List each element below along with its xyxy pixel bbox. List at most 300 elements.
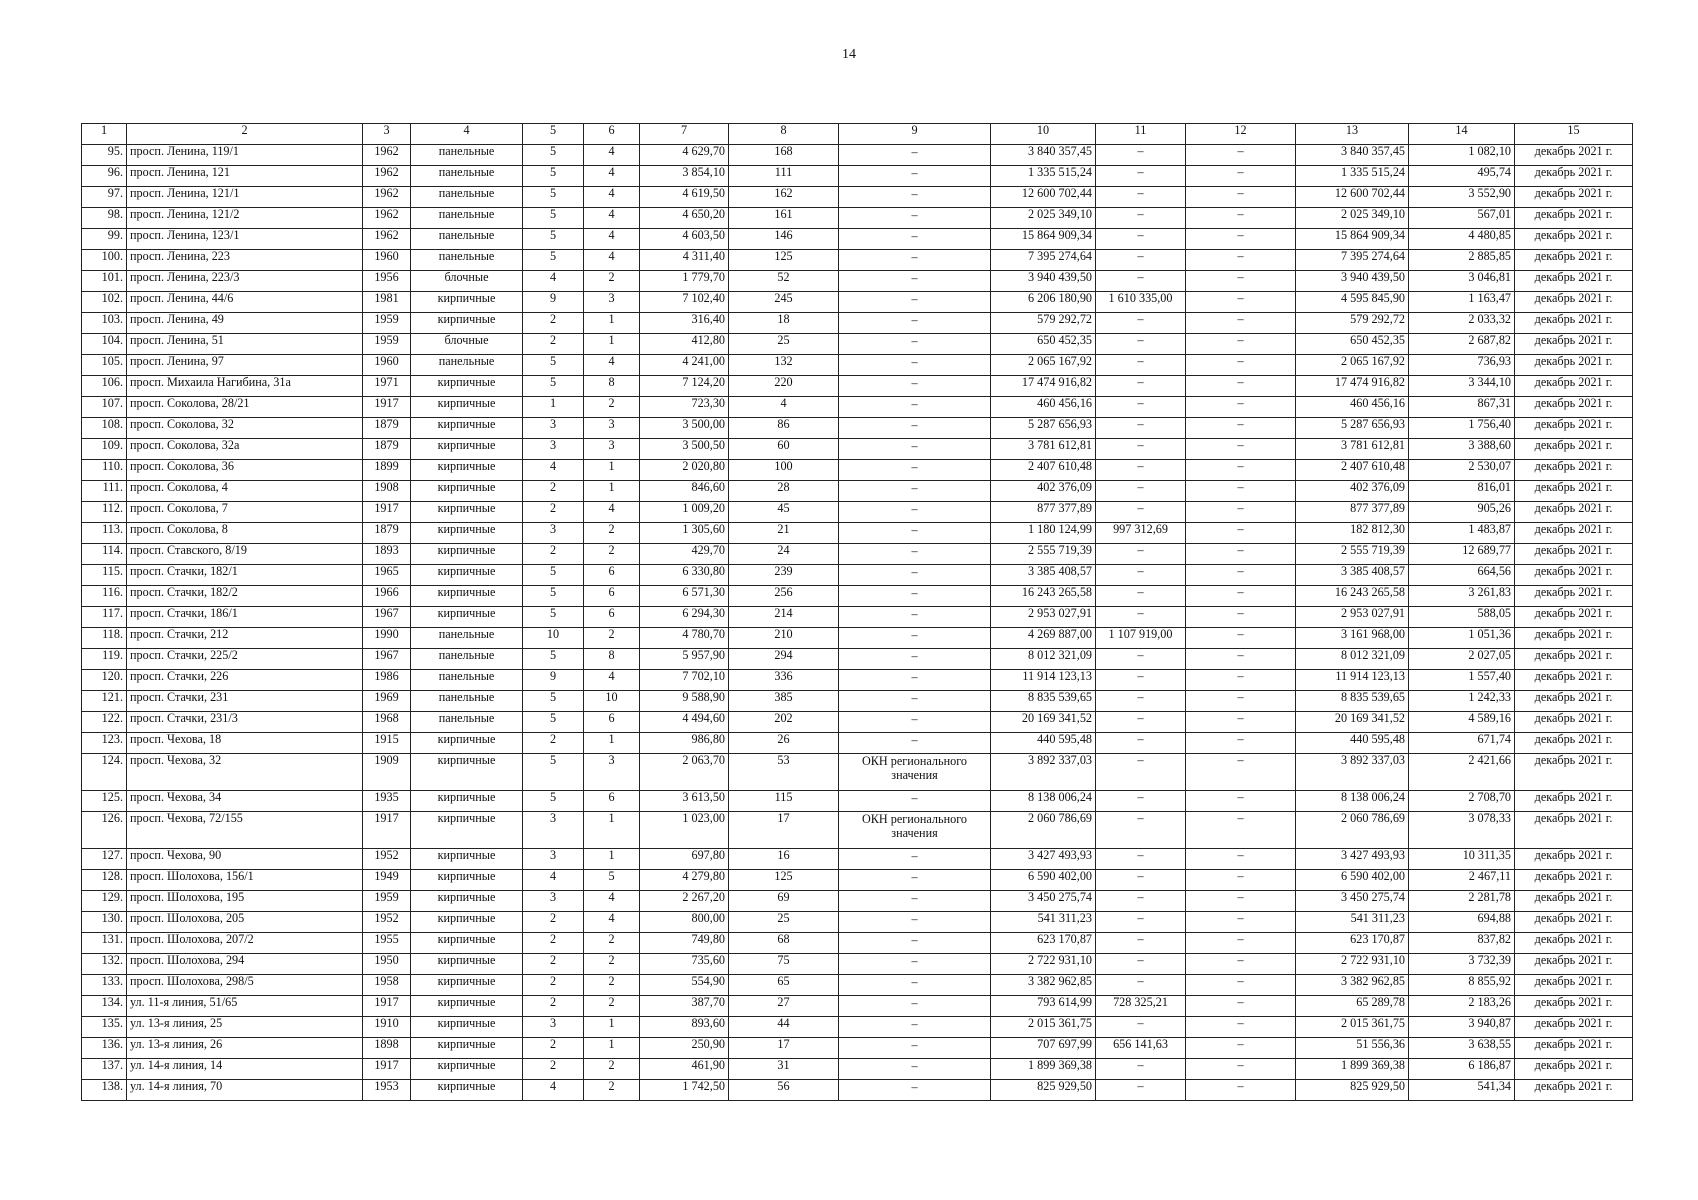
cell-cultural-heritage-status: – <box>839 891 991 912</box>
table-row <box>82 187 1633 208</box>
cell-address: просп. Стачки, 186/1 <box>127 607 363 628</box>
cell-address: просп. Шолохова, 195 <box>127 891 363 912</box>
cell-floors: 5 <box>523 208 584 229</box>
cell-row-number: 124. <box>82 754 127 791</box>
cell-cost-col-12: – <box>1186 460 1296 481</box>
column-header-4: 4 <box>411 124 523 145</box>
cell-entrances: 6 <box>584 586 640 607</box>
cell-cultural-heritage-status: – <box>839 376 991 397</box>
cell-address: просп. Ленина, 97 <box>127 355 363 376</box>
cell-wall-material: кирпичные <box>411 791 523 812</box>
cell-cost-per-sqm: 1 756,40 <box>1409 418 1515 439</box>
cell-address: просп. Соколова, 8 <box>127 523 363 544</box>
cell-floors: 3 <box>523 523 584 544</box>
cell-cultural-heritage-status: – <box>839 1059 991 1080</box>
cell-cost-col-11: – <box>1096 891 1186 912</box>
cell-cultural-heritage-status: – <box>839 1080 991 1101</box>
cell-cost-col-12: – <box>1186 418 1296 439</box>
cell-floors: 3 <box>523 439 584 460</box>
cell-completion-date: декабрь 2021 г. <box>1515 670 1633 691</box>
cell-entrances: 1 <box>584 812 640 849</box>
cell-residents: 294 <box>729 649 839 670</box>
cell-cost-col-11: – <box>1096 418 1186 439</box>
cell-cost-col-11: – <box>1096 933 1186 954</box>
table-row <box>82 250 1633 271</box>
cell-cost-col-12: – <box>1186 1017 1296 1038</box>
cell-row-number: 103. <box>82 313 127 334</box>
cell-cost-col-11: – <box>1096 313 1186 334</box>
cell-wall-material: кирпичные <box>411 439 523 460</box>
cell-total-cost: 2 065 167,92 <box>991 355 1096 376</box>
cell-cost-per-sqm: 905,26 <box>1409 502 1515 523</box>
cell-floors: 2 <box>523 1038 584 1059</box>
cell-total-cost: 3 892 337,03 <box>991 754 1096 791</box>
cell-residents: 245 <box>729 292 839 313</box>
cell-cost-col-11: – <box>1096 670 1186 691</box>
cell-cost-col-13: 51 556,36 <box>1296 1038 1409 1059</box>
cell-residents: 146 <box>729 229 839 250</box>
cell-cost-col-13: 1 335 515,24 <box>1296 166 1409 187</box>
cell-year-built: 1967 <box>363 607 411 628</box>
cell-address: просп. Шолохова, 207/2 <box>127 933 363 954</box>
cell-cost-per-sqm: 567,01 <box>1409 208 1515 229</box>
cell-residents: 17 <box>729 1038 839 1059</box>
cell-floors: 10 <box>523 628 584 649</box>
cell-entrances: 4 <box>584 355 640 376</box>
cell-cost-per-sqm: 1 242,33 <box>1409 691 1515 712</box>
cell-cost-col-13: 3 940 439,50 <box>1296 271 1409 292</box>
cell-entrances: 1 <box>584 1017 640 1038</box>
cell-total-area: 4 311,40 <box>640 250 729 271</box>
cell-floors: 5 <box>523 166 584 187</box>
cell-year-built: 1967 <box>363 649 411 670</box>
cell-residents: 161 <box>729 208 839 229</box>
cell-entrances: 2 <box>584 975 640 996</box>
cell-cost-col-12: – <box>1186 607 1296 628</box>
cell-floors: 1 <box>523 397 584 418</box>
cell-cost-per-sqm: 867,31 <box>1409 397 1515 418</box>
cell-total-area: 4 603,50 <box>640 229 729 250</box>
cell-cost-col-13: 623 170,87 <box>1296 933 1409 954</box>
cell-completion-date: декабрь 2021 г. <box>1515 870 1633 891</box>
cell-floors: 3 <box>523 891 584 912</box>
cell-residents: 210 <box>729 628 839 649</box>
cell-address: просп. Ленина, 123/1 <box>127 229 363 250</box>
cell-year-built: 1953 <box>363 1080 411 1101</box>
cell-residents: 336 <box>729 670 839 691</box>
cell-floors: 3 <box>523 812 584 849</box>
cell-row-number: 109. <box>82 439 127 460</box>
cell-address: просп. Ленина, 223/3 <box>127 271 363 292</box>
cell-wall-material: панельные <box>411 145 523 166</box>
cell-cultural-heritage-status: – <box>839 1038 991 1059</box>
cell-cultural-heritage-status: – <box>839 250 991 271</box>
cell-total-cost: 3 385 408,57 <box>991 565 1096 586</box>
table-header-row <box>82 124 1633 145</box>
cell-completion-date: декабрь 2021 г. <box>1515 691 1633 712</box>
cell-cultural-heritage-status: – <box>839 481 991 502</box>
cell-cost-col-11: – <box>1096 334 1186 355</box>
cell-total-area: 387,70 <box>640 996 729 1017</box>
cell-cost-col-11: 1 107 919,00 <box>1096 628 1186 649</box>
cell-wall-material: кирпичные <box>411 954 523 975</box>
cell-residents: 16 <box>729 849 839 870</box>
cell-cost-per-sqm: 495,74 <box>1409 166 1515 187</box>
cell-residents: 168 <box>729 145 839 166</box>
cell-entrances: 4 <box>584 502 640 523</box>
cell-completion-date: декабрь 2021 г. <box>1515 1017 1633 1038</box>
cell-floors: 2 <box>523 996 584 1017</box>
cell-floors: 2 <box>523 954 584 975</box>
cell-floors: 5 <box>523 355 584 376</box>
cell-cultural-heritage-status: ОКН регионального значения <box>839 812 991 849</box>
cell-address: ул. 11-я линия, 51/65 <box>127 996 363 1017</box>
cell-entrances: 3 <box>584 754 640 791</box>
cell-cost-col-12: – <box>1186 166 1296 187</box>
cell-cultural-heritage-status: – <box>839 418 991 439</box>
table-row <box>82 397 1633 418</box>
cell-total-cost: 3 450 275,74 <box>991 891 1096 912</box>
cell-cost-col-11: – <box>1096 166 1186 187</box>
cell-cost-col-11: – <box>1096 912 1186 933</box>
cell-total-cost: 793 614,99 <box>991 996 1096 1017</box>
table-row <box>82 607 1633 628</box>
cell-floors: 5 <box>523 712 584 733</box>
cell-entrances: 1 <box>584 460 640 481</box>
cell-cultural-heritage-status: – <box>839 355 991 376</box>
cell-wall-material: кирпичные <box>411 996 523 1017</box>
table-row <box>82 208 1633 229</box>
cell-row-number: 96. <box>82 166 127 187</box>
cell-total-cost: 15 864 909,34 <box>991 229 1096 250</box>
cell-total-area: 4 650,20 <box>640 208 729 229</box>
cell-cost-col-13: 579 292,72 <box>1296 313 1409 334</box>
cell-cultural-heritage-status: – <box>839 791 991 812</box>
cell-row-number: 133. <box>82 975 127 996</box>
cell-total-cost: 2 025 349,10 <box>991 208 1096 229</box>
cell-residents: 239 <box>729 565 839 586</box>
cell-cost-per-sqm: 2 687,82 <box>1409 334 1515 355</box>
cell-cultural-heritage-status: – <box>839 870 991 891</box>
cell-cost-col-12: – <box>1186 712 1296 733</box>
table-row <box>82 439 1633 460</box>
cell-year-built: 1959 <box>363 334 411 355</box>
cell-cost-col-11: – <box>1096 565 1186 586</box>
cell-total-area: 986,80 <box>640 733 729 754</box>
cell-entrances: 4 <box>584 912 640 933</box>
cell-total-area: 4 241,00 <box>640 355 729 376</box>
cell-address: просп. Шолохова, 298/5 <box>127 975 363 996</box>
cell-cost-col-12: – <box>1186 649 1296 670</box>
cell-entrances: 6 <box>584 712 640 733</box>
cell-cost-col-11: – <box>1096 376 1186 397</box>
cell-cost-per-sqm: 2 708,70 <box>1409 791 1515 812</box>
cell-cost-col-12: – <box>1186 334 1296 355</box>
cell-wall-material: блочные <box>411 271 523 292</box>
cell-wall-material: панельные <box>411 670 523 691</box>
cell-address: просп. Соколова, 36 <box>127 460 363 481</box>
cell-cost-col-13: 541 311,23 <box>1296 912 1409 933</box>
cell-address: просп. Шолохова, 294 <box>127 954 363 975</box>
cell-address: просп. Соколова, 28/21 <box>127 397 363 418</box>
cell-cultural-heritage-status: – <box>839 849 991 870</box>
cell-cost-per-sqm: 4 589,16 <box>1409 712 1515 733</box>
cell-address: просп. Ленина, 119/1 <box>127 145 363 166</box>
table-row <box>82 975 1633 996</box>
cell-residents: 125 <box>729 250 839 271</box>
cell-cost-col-11: 997 312,69 <box>1096 523 1186 544</box>
cell-year-built: 1962 <box>363 166 411 187</box>
cell-residents: 125 <box>729 870 839 891</box>
cell-wall-material: кирпичные <box>411 565 523 586</box>
cell-entrances: 1 <box>584 334 640 355</box>
table-row <box>82 271 1633 292</box>
cell-completion-date: декабрь 2021 г. <box>1515 1038 1633 1059</box>
column-header-6: 6 <box>584 124 640 145</box>
cell-row-number: 138. <box>82 1080 127 1101</box>
cell-wall-material: кирпичные <box>411 502 523 523</box>
cell-cost-col-12: – <box>1186 502 1296 523</box>
cell-total-cost: 11 914 123,13 <box>991 670 1096 691</box>
cell-total-cost: 877 377,89 <box>991 502 1096 523</box>
cell-cost-per-sqm: 2 467,11 <box>1409 870 1515 891</box>
cell-row-number: 121. <box>82 691 127 712</box>
cell-year-built: 1969 <box>363 691 411 712</box>
cell-address: просп. Стачки, 231 <box>127 691 363 712</box>
cell-cost-col-13: 1 899 369,38 <box>1296 1059 1409 1080</box>
table-row <box>82 544 1633 565</box>
cell-cost-per-sqm: 2 421,66 <box>1409 754 1515 791</box>
cell-address: просп. Ленина, 223 <box>127 250 363 271</box>
cell-address: просп. Соколова, 32а <box>127 439 363 460</box>
cell-year-built: 1879 <box>363 439 411 460</box>
cell-row-number: 116. <box>82 586 127 607</box>
cell-cultural-heritage-status: – <box>839 733 991 754</box>
cell-cost-col-12: – <box>1186 145 1296 166</box>
table-row <box>82 229 1633 250</box>
cell-cost-col-12: – <box>1186 812 1296 849</box>
cell-cost-col-11: – <box>1096 1017 1186 1038</box>
cell-total-cost: 4 269 887,00 <box>991 628 1096 649</box>
cell-residents: 385 <box>729 691 839 712</box>
cell-cost-col-12: – <box>1186 355 1296 376</box>
cell-year-built: 1899 <box>363 460 411 481</box>
cell-total-area: 1 779,70 <box>640 271 729 292</box>
cell-cultural-heritage-status: – <box>839 313 991 334</box>
cell-wall-material: панельные <box>411 229 523 250</box>
cell-address: просп. Соколова, 32 <box>127 418 363 439</box>
cell-floors: 2 <box>523 975 584 996</box>
cell-cultural-heritage-status: – <box>839 1017 991 1038</box>
cell-total-area: 412,80 <box>640 334 729 355</box>
cell-year-built: 1958 <box>363 975 411 996</box>
cell-row-number: 132. <box>82 954 127 975</box>
cell-year-built: 1893 <box>363 544 411 565</box>
cell-total-cost: 8 835 539,65 <box>991 691 1096 712</box>
cell-wall-material: кирпичные <box>411 912 523 933</box>
cell-total-cost: 707 697,99 <box>991 1038 1096 1059</box>
table-row <box>82 812 1633 849</box>
cell-residents: 132 <box>729 355 839 376</box>
cell-year-built: 1915 <box>363 733 411 754</box>
cell-cost-col-13: 2 065 167,92 <box>1296 355 1409 376</box>
cell-total-cost: 2 555 719,39 <box>991 544 1096 565</box>
cell-row-number: 111. <box>82 481 127 502</box>
cell-residents: 52 <box>729 271 839 292</box>
column-header-11: 11 <box>1096 124 1186 145</box>
cell-cost-col-13: 2 953 027,91 <box>1296 607 1409 628</box>
cell-wall-material: кирпичные <box>411 1080 523 1101</box>
cell-total-cost: 1 180 124,99 <box>991 523 1096 544</box>
cell-address: просп. Чехова, 34 <box>127 791 363 812</box>
cell-cost-col-12: – <box>1186 912 1296 933</box>
cell-residents: 162 <box>729 187 839 208</box>
cell-cost-col-13: 650 452,35 <box>1296 334 1409 355</box>
cell-total-area: 461,90 <box>640 1059 729 1080</box>
cell-total-area: 5 957,90 <box>640 649 729 670</box>
cell-cost-col-13: 2 025 349,10 <box>1296 208 1409 229</box>
cell-wall-material: панельные <box>411 691 523 712</box>
cell-cost-col-13: 8 835 539,65 <box>1296 691 1409 712</box>
cell-row-number: 105. <box>82 355 127 376</box>
cell-year-built: 1986 <box>363 670 411 691</box>
cell-floors: 5 <box>523 754 584 791</box>
column-header-10: 10 <box>991 124 1096 145</box>
cell-completion-date: декабрь 2021 г. <box>1515 418 1633 439</box>
cell-wall-material: кирпичные <box>411 292 523 313</box>
cell-entrances: 1 <box>584 733 640 754</box>
cell-total-area: 7 124,20 <box>640 376 729 397</box>
cell-row-number: 102. <box>82 292 127 313</box>
cell-total-area: 3 613,50 <box>640 791 729 812</box>
cell-row-number: 118. <box>82 628 127 649</box>
cell-wall-material: кирпичные <box>411 544 523 565</box>
cell-wall-material: кирпичные <box>411 418 523 439</box>
cell-year-built: 1917 <box>363 1059 411 1080</box>
cell-cost-col-13: 3 781 612,81 <box>1296 439 1409 460</box>
cell-total-cost: 825 929,50 <box>991 1080 1096 1101</box>
cell-year-built: 1908 <box>363 481 411 502</box>
cell-cost-col-11: – <box>1096 607 1186 628</box>
cell-cost-per-sqm: 541,34 <box>1409 1080 1515 1101</box>
cell-cost-col-11: 728 325,21 <box>1096 996 1186 1017</box>
cell-entrances: 4 <box>584 166 640 187</box>
cell-residents: 60 <box>729 439 839 460</box>
cell-total-cost: 16 243 265,58 <box>991 586 1096 607</box>
cell-cost-per-sqm: 588,05 <box>1409 607 1515 628</box>
cell-wall-material: кирпичные <box>411 891 523 912</box>
cell-entrances: 8 <box>584 649 640 670</box>
cell-cost-col-11: – <box>1096 145 1186 166</box>
cell-entrances: 2 <box>584 1059 640 1080</box>
column-header-2: 2 <box>127 124 363 145</box>
cell-cultural-heritage-status: – <box>839 208 991 229</box>
table-row <box>82 628 1633 649</box>
cell-completion-date: декабрь 2021 г. <box>1515 313 1633 334</box>
cell-wall-material: кирпичные <box>411 849 523 870</box>
cell-cost-per-sqm: 12 689,77 <box>1409 544 1515 565</box>
cell-completion-date: декабрь 2021 г. <box>1515 812 1633 849</box>
cell-entrances: 6 <box>584 791 640 812</box>
cell-residents: 56 <box>729 1080 839 1101</box>
cell-completion-date: декабрь 2021 г. <box>1515 187 1633 208</box>
cell-total-area: 316,40 <box>640 313 729 334</box>
cell-entrances: 6 <box>584 607 640 628</box>
cell-cultural-heritage-status: – <box>839 628 991 649</box>
cell-cost-col-11: – <box>1096 250 1186 271</box>
cell-address: просп. Стачки, 182/2 <box>127 586 363 607</box>
cell-completion-date: декабрь 2021 г. <box>1515 933 1633 954</box>
cell-cost-col-11: – <box>1096 481 1186 502</box>
cell-row-number: 106. <box>82 376 127 397</box>
cell-address: просп. Ставского, 8/19 <box>127 544 363 565</box>
cell-completion-date: декабрь 2021 г. <box>1515 502 1633 523</box>
cell-year-built: 1917 <box>363 397 411 418</box>
cell-address: просп. Стачки, 182/1 <box>127 565 363 586</box>
cell-total-cost: 1 335 515,24 <box>991 166 1096 187</box>
cell-residents: 45 <box>729 502 839 523</box>
cell-residents: 220 <box>729 376 839 397</box>
table-row <box>82 996 1633 1017</box>
cell-cost-col-13: 16 243 265,58 <box>1296 586 1409 607</box>
cell-floors: 5 <box>523 376 584 397</box>
cell-address: просп. Ленина, 121/1 <box>127 187 363 208</box>
cell-entrances: 1 <box>584 313 640 334</box>
cell-cost-col-12: – <box>1186 754 1296 791</box>
cell-cultural-heritage-status: – <box>839 649 991 670</box>
cell-completion-date: декабрь 2021 г. <box>1515 565 1633 586</box>
column-header-1: 1 <box>82 124 127 145</box>
cell-cost-per-sqm: 694,88 <box>1409 912 1515 933</box>
cell-address: просп. Стачки, 225/2 <box>127 649 363 670</box>
cell-row-number: 128. <box>82 870 127 891</box>
cell-cost-col-11: – <box>1096 544 1186 565</box>
table-row <box>82 166 1633 187</box>
cell-residents: 53 <box>729 754 839 791</box>
cell-cost-col-11: – <box>1096 1059 1186 1080</box>
cell-cost-col-11: – <box>1096 355 1186 376</box>
cell-floors: 5 <box>523 145 584 166</box>
cell-completion-date: декабрь 2021 г. <box>1515 544 1633 565</box>
cell-row-number: 95. <box>82 145 127 166</box>
cell-total-area: 2 063,70 <box>640 754 729 791</box>
table-row <box>82 933 1633 954</box>
cell-cost-per-sqm: 3 388,60 <box>1409 439 1515 460</box>
cell-cultural-heritage-status: – <box>839 166 991 187</box>
cell-residents: 28 <box>729 481 839 502</box>
cell-cost-col-12: – <box>1186 292 1296 313</box>
cell-cost-col-11: – <box>1096 208 1186 229</box>
cell-year-built: 1879 <box>363 523 411 544</box>
cell-total-cost: 8 012 321,09 <box>991 649 1096 670</box>
cell-completion-date: декабрь 2021 г. <box>1515 334 1633 355</box>
cell-cost-col-12: – <box>1186 1080 1296 1101</box>
cell-entrances: 4 <box>584 891 640 912</box>
cell-total-area: 1 742,50 <box>640 1080 729 1101</box>
cell-entrances: 2 <box>584 933 640 954</box>
cell-year-built: 1949 <box>363 870 411 891</box>
table-row <box>82 292 1633 313</box>
cell-cost-col-12: – <box>1186 975 1296 996</box>
cell-cost-per-sqm: 1 051,36 <box>1409 628 1515 649</box>
cell-residents: 100 <box>729 460 839 481</box>
cell-entrances: 10 <box>584 691 640 712</box>
cell-cost-col-12: – <box>1186 954 1296 975</box>
cell-wall-material: панельные <box>411 649 523 670</box>
cell-total-area: 893,60 <box>640 1017 729 1038</box>
cell-completion-date: декабрь 2021 г. <box>1515 649 1633 670</box>
cell-completion-date: декабрь 2021 г. <box>1515 996 1633 1017</box>
